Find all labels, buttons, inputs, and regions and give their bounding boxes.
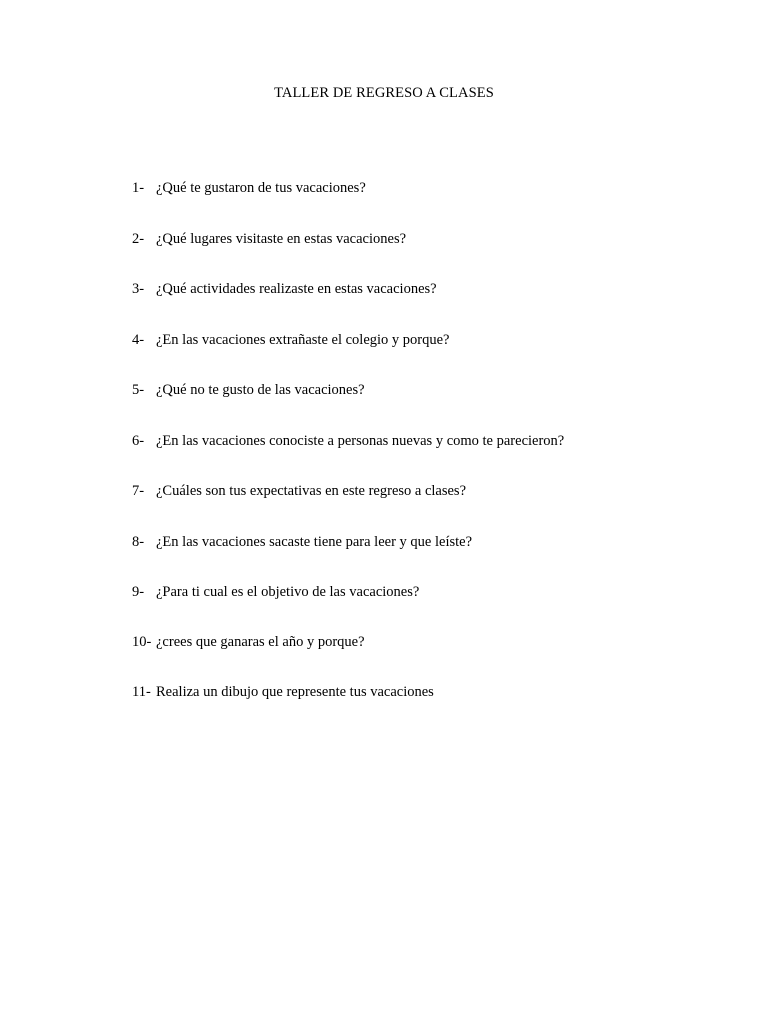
question-number: 3- — [132, 281, 145, 297]
question-item — [132, 229, 406, 249]
question-number: 4- — [132, 332, 145, 348]
question-number: 9- — [132, 584, 145, 600]
question-number: 11- — [132, 684, 151, 700]
question-text: ¿Qué actividades realizaste en estas vacaciones? — [156, 281, 437, 297]
question-item — [132, 632, 365, 652]
question-item — [132, 682, 434, 702]
question-text: Realiza un dibujo que represente tus vacaciones — [156, 684, 434, 700]
question-number: 5- — [132, 382, 145, 398]
question-item — [132, 532, 472, 552]
question-text: ¿En las vacaciones conociste a personas nuevas y como te parecieron? — [156, 433, 565, 449]
question-number: 7- — [132, 483, 145, 499]
question-item — [132, 380, 365, 400]
question-text: ¿Qué lugares visitaste en estas vacaciones? — [156, 231, 407, 247]
question-item — [132, 431, 564, 451]
question-item — [132, 582, 419, 602]
question-text: ¿En las vacaciones sacaste tiene para leer y que leíste? — [156, 534, 473, 550]
document-title: TALLER DE REGRESO A CLASES — [274, 85, 494, 101]
question-number: 2- — [132, 231, 145, 247]
question-number: 10- — [132, 634, 152, 650]
question-item — [132, 481, 466, 501]
question-text: ¿crees que ganaras el año y porque? — [156, 634, 365, 650]
question-item — [132, 279, 437, 299]
question-number: 6- — [132, 433, 145, 449]
question-text: ¿Qué te gustaron de tus vacaciones? — [156, 180, 366, 196]
question-text: ¿Para ti cual es el objetivo de las vacaciones? — [156, 584, 420, 600]
question-item — [132, 330, 450, 350]
question-text: ¿Qué no te gusto de las vacaciones? — [156, 382, 365, 398]
question-text: ¿Cuáles son tus expectativas en este regreso a clases? — [156, 483, 467, 499]
question-item — [132, 178, 366, 198]
question-number: 8- — [132, 534, 145, 550]
question-text: ¿En las vacaciones extrañaste el colegio y porque? — [156, 332, 450, 348]
question-number: 1- — [132, 180, 145, 196]
